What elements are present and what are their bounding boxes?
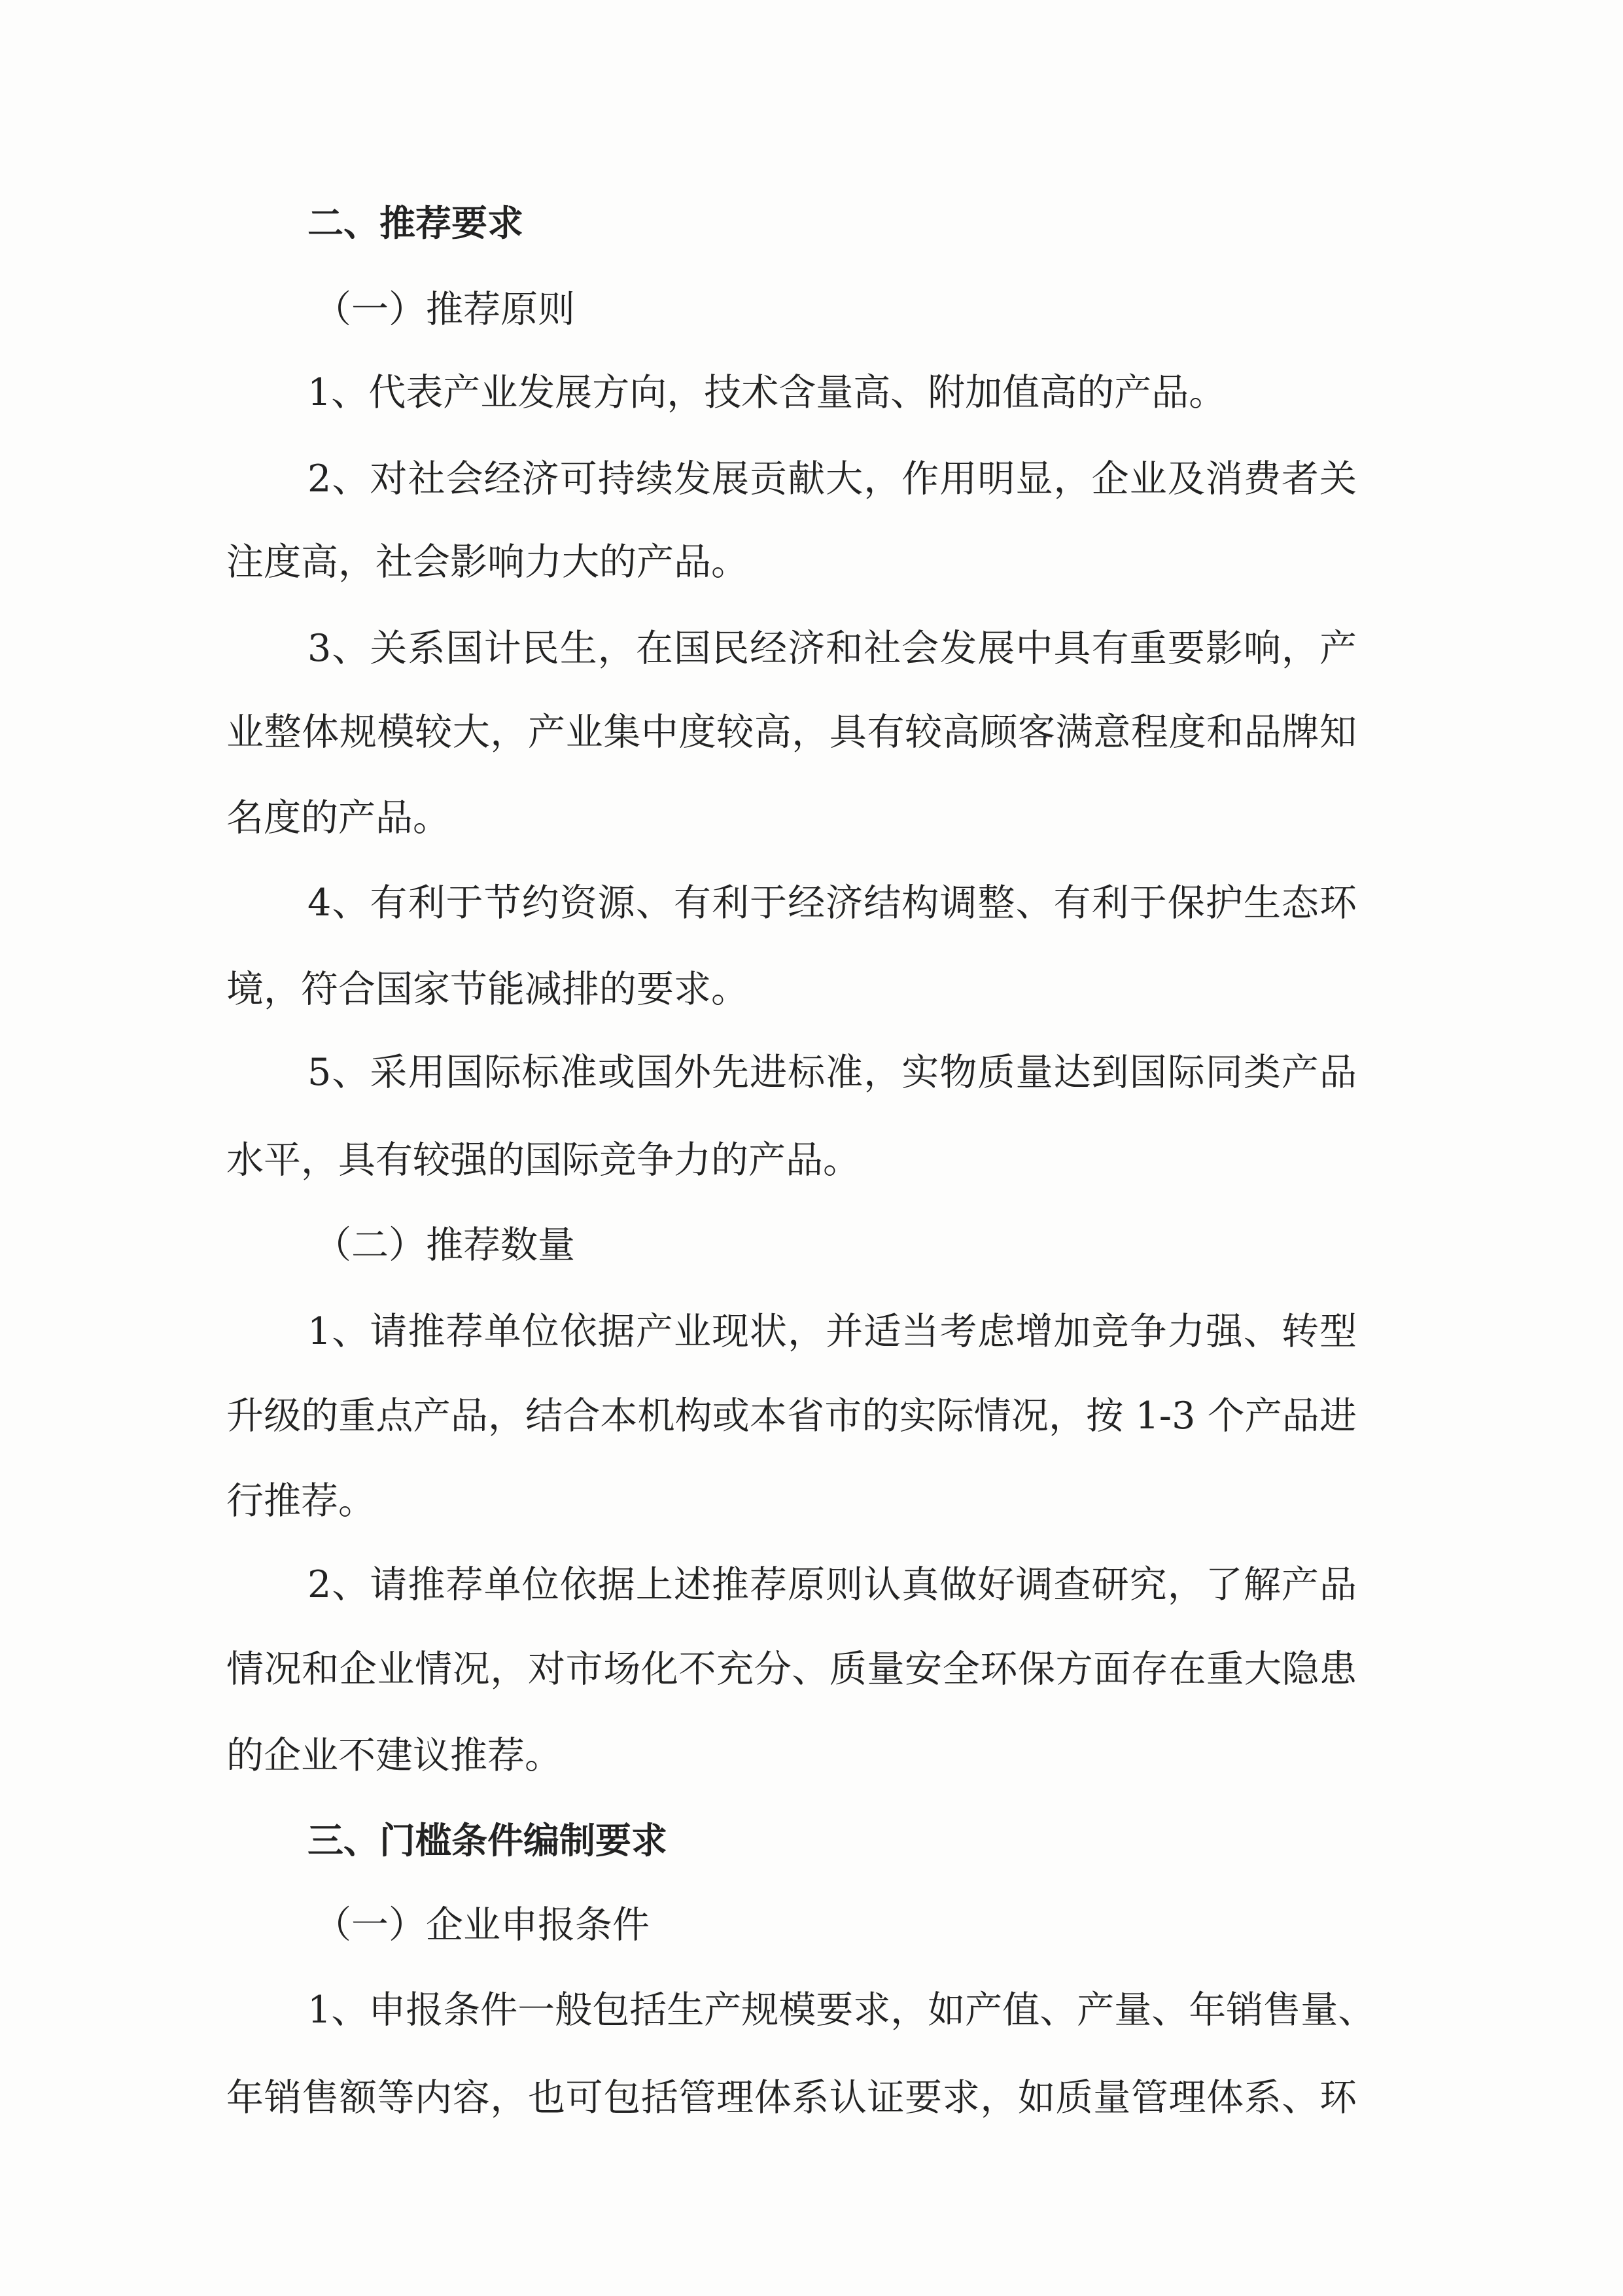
paragraph-line: 2、对社会经济可持续发展贡献大，作用明显，企业及消费者关 bbox=[307, 457, 1357, 501]
paragraph-line: 3、关系国计民生，在国民经济和社会发展中具有重要影响，产 bbox=[307, 627, 1357, 670]
paragraph-line: 2、请推荐单位依据上述推荐原则认真做好调查研究，了解产品 bbox=[307, 1563, 1357, 1606]
paragraph-line: 水平，具有较强的国际竞争力的产品。 bbox=[226, 1139, 860, 1182]
subsection-heading-2-1: （一）推荐原则 bbox=[314, 288, 575, 331]
section-heading-2: 二、推荐要求 bbox=[307, 202, 524, 244]
paragraph-line: 名度的产品。 bbox=[226, 796, 450, 839]
paragraph-line: 行推荐。 bbox=[226, 1479, 375, 1523]
paragraph-line: 1、代表产业发展方向，技术含量高、附加值高的产品。 bbox=[307, 371, 1227, 414]
paragraph-line: 业整体规模较大，产业集中度较高，具有较高顾客满意程度和品牌知 bbox=[226, 711, 1357, 754]
paragraph-line: 1、申报条件一般包括生产规模要求，如产值、产量、年销售量、 bbox=[307, 1988, 1376, 2032]
subsection-heading-3-1: （一）企业申报条件 bbox=[314, 1903, 650, 1947]
paragraph-line: 注度高，社会影响力大的产品。 bbox=[226, 540, 748, 584]
paragraph-line: 境，符合国家节能减排的要求。 bbox=[226, 968, 748, 1011]
paragraph-line: 年销售额等内容，也可包括管理体系认证要求，如质量管理体系、环 bbox=[226, 2076, 1357, 2119]
section-heading-3: 三、门槛条件编制要求 bbox=[307, 1820, 668, 1862]
paragraph-line: 情况和企业情况，对市场化不充分、质量安全环保方面存在重大隐患 bbox=[226, 1648, 1357, 1691]
paragraph-line: 4、有利于节约资源、有利于经济结构调整、有利于保护生态环 bbox=[307, 881, 1357, 925]
paragraph-line: 5、采用国际标准或国外先进标准，实物质量达到国际同类产品 bbox=[307, 1051, 1357, 1094]
paragraph-line: 的企业不建议推荐。 bbox=[226, 1734, 562, 1777]
paragraph-line: 升级的重点产品，结合本机构或本省市的实际情况，按 1-3 个产品进 bbox=[226, 1394, 1357, 1438]
subsection-heading-2-2: （二）推荐数量 bbox=[314, 1224, 575, 1267]
paragraph-line: 1、请推荐单位依据产业现状，并适当考虑增加竞争力强、转型 bbox=[307, 1310, 1357, 1353]
